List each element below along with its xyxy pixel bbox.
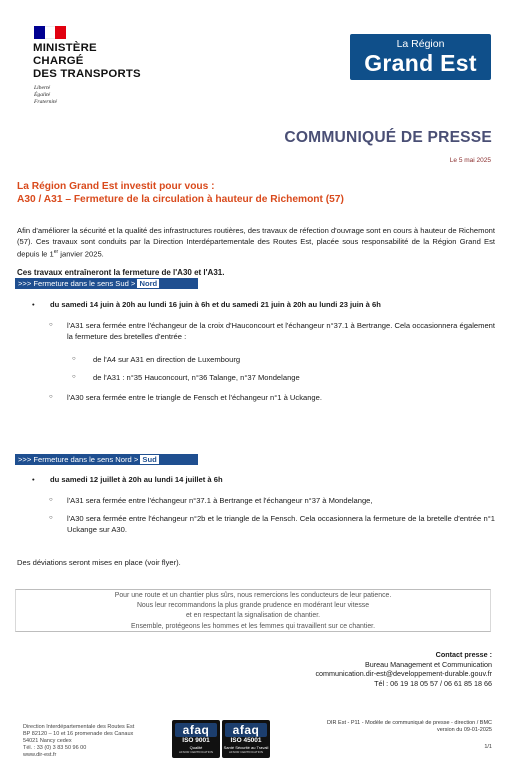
contact-phone: Tél : 06 19 18 05 57 / 06 61 85 18 66: [374, 678, 492, 688]
page-number: 1/1: [484, 744, 492, 750]
afaq-name: afaq: [175, 723, 217, 737]
address-line: 54021 Nancy cedex: [23, 738, 72, 745]
section-bar-prefix: >>> Fermeture dans le sens Nord >: [18, 455, 141, 464]
item-text: l'A30 sera fermée entre l'échangeur n°2b et le triangle de la Fensch. Cela occasionnera la fermeture de la bretelle d'entrée n°1 Uckange sur A30.: [67, 514, 495, 534]
publication-date: Le 5 mai 2025: [449, 157, 491, 164]
circle-bullet-icon: ○: [49, 322, 53, 328]
ministry-line: DES TRANSPORTS: [33, 68, 141, 80]
item-text: l'A30 sera fermée entre le triangle de Fensch et l'échangeur n°1 à Uckange.: [67, 393, 322, 402]
deviation-note: Des déviations seront mises en place (voir flyer).: [17, 558, 181, 567]
afaq-sub: Qualité: [189, 745, 203, 750]
bullet-icon: •: [32, 300, 35, 309]
headline: [17, 180, 497, 206]
section-bar-direction: Nord: [139, 279, 158, 288]
period-text: du samedi 14 juin à 20h au lundi 16 juin à 6h et du samedi 21 juin à 20h au lundi 23 juin à 6h: [50, 300, 381, 309]
safety-message-box: [15, 589, 491, 632]
afaq-iso9001-logo: [172, 720, 220, 758]
flag-white-stripe: [45, 26, 56, 39]
ministry-name: [33, 42, 141, 81]
safety-line: Ensemble, protégeons les hommes et les femmes qui travaillent sur ce chantier.: [131, 622, 375, 630]
motto-line: Fraternité: [34, 99, 57, 105]
motto-line: Égalité: [34, 92, 51, 98]
afaq-iso: ISO 9001: [182, 737, 210, 744]
intro-paragraph: [17, 225, 495, 260]
afaq-iso45001-logo: [222, 720, 270, 758]
list-item: [50, 513, 495, 535]
footer-document-info: [327, 720, 492, 734]
region-logo-big: Grand Est: [364, 50, 477, 76]
list-item: [50, 495, 495, 506]
headline-line1: La Région Grand Est investit pour vous :: [17, 181, 215, 192]
afaq-iso: ISO 45001: [230, 737, 262, 744]
safety-line: Nous leur recommandons la plus grande prudence en modérant leur vitesse: [136, 602, 370, 610]
item-text: de l'A4 sur A31 en direction de Luxembourg: [93, 355, 241, 364]
list-item: [33, 299, 381, 310]
intro-text: Afin d'améliorer la sécurité et la qualité des infrastructures routières, des travaux de réfection d'ouvrage sont en cours à hauteur de Richemont (57). Ces travaux sont conduits par la Direction Interdépartementale des Routes Est, placée sous responsabilité de la Région Grand Est depuis le 1: [17, 226, 495, 259]
circle-bullet-icon: ○: [49, 515, 53, 521]
afaq-cert: AFNOR CERTIFICATION: [178, 750, 214, 754]
flag-blue-stripe: [34, 26, 45, 39]
circle-bullet-icon: ○: [72, 374, 76, 380]
contact-org: Bureau Management et Communication: [364, 659, 492, 669]
doc-line: version du 09-01-2025: [436, 727, 492, 733]
list-item: [73, 354, 240, 365]
list-item: [33, 474, 223, 485]
afaq-name: afaq: [225, 723, 267, 737]
period-text: du samedi 12 juillet à 20h au lundi 14 juillet à 6h: [50, 475, 223, 484]
safety-line: Pour une route et un chantier plus sûrs, nous remercions les conducteurs de leur patience.: [114, 592, 392, 599]
list-item: [50, 320, 495, 342]
intro-sup: er: [53, 249, 59, 255]
bullet-icon: •: [32, 475, 35, 484]
list-item: [73, 372, 300, 383]
section-bar-north-south: [15, 454, 198, 465]
circle-bullet-icon: ○: [49, 394, 53, 400]
website-link[interactable]: www.dir-est.fr: [23, 752, 57, 759]
contact-email[interactable]: communication.dir-est@developpement-durable.gouv.fr: [315, 669, 492, 679]
headline-line2: A30 / A31 – Fermeture de la circulation à hauteur de Richemont (57): [17, 194, 344, 205]
address-line: Direction Interdépartementale des Routes Est: [23, 724, 135, 730]
closure-note: Ces travaux entraîneront la fermeture de l'A30 et l'A31.: [17, 268, 225, 277]
list-item: [50, 392, 495, 403]
press-contact: [315, 650, 492, 688]
section-bar-direction: Sud: [142, 455, 157, 464]
item-text: de l'A31 : n°35 Hauconcourt, n°36 Talange, n°37 Mondelange: [93, 373, 300, 382]
section-bar-prefix: >>> Fermeture dans le sens Sud >: [18, 279, 138, 288]
circle-bullet-icon: ○: [72, 356, 76, 362]
afaq-cert: AFNOR CERTIFICATION: [228, 750, 264, 754]
republic-flag-icon: [34, 26, 66, 39]
region-logo-small: La Région: [396, 38, 445, 50]
doc-line: DIR Est - P11 - Modèle de communiqué de presse - direction / BMC: [327, 720, 492, 726]
motto-line: Liberté: [34, 85, 51, 91]
item-text: l'A31 sera fermée entre l'échangeur de la croix d'Hauconcourt et l'échangeur n°37.1 à Bertrange. Cela occasionnera également la fermeture des bretelles d'entrée :: [67, 321, 495, 341]
address-line: BP 82120 – 10 et 16 promenade des Canaux: [23, 731, 134, 738]
safety-line: et en respectant la signalisation de chantier.: [185, 612, 321, 620]
footer-address: [23, 724, 134, 759]
page-title: COMMUNIQUÉ DE PRESSE: [284, 129, 492, 146]
intro-suffix: janvier 2025.: [58, 249, 104, 259]
circle-bullet-icon: ○: [49, 497, 53, 503]
ministry-line: CHARGÉ: [33, 55, 84, 67]
contact-title: Contact presse :: [435, 650, 492, 659]
address-line: Tél. : 33 (0) 3 83 50 96 00: [23, 745, 87, 752]
flag-red-stripe: [55, 26, 66, 39]
republic-motto: [34, 85, 57, 106]
item-text: l'A31 sera fermée entre l'échangeur n°37.1 à Bertrange et l'échangeur n°37 à Mondelange,: [67, 496, 373, 505]
region-grand-est-logo: [350, 34, 491, 80]
afaq-sub: Santé Sécurité au Travail: [223, 745, 269, 750]
section-bar-south-north: [15, 278, 198, 289]
ministry-line: MINISTÈRE: [33, 42, 97, 54]
